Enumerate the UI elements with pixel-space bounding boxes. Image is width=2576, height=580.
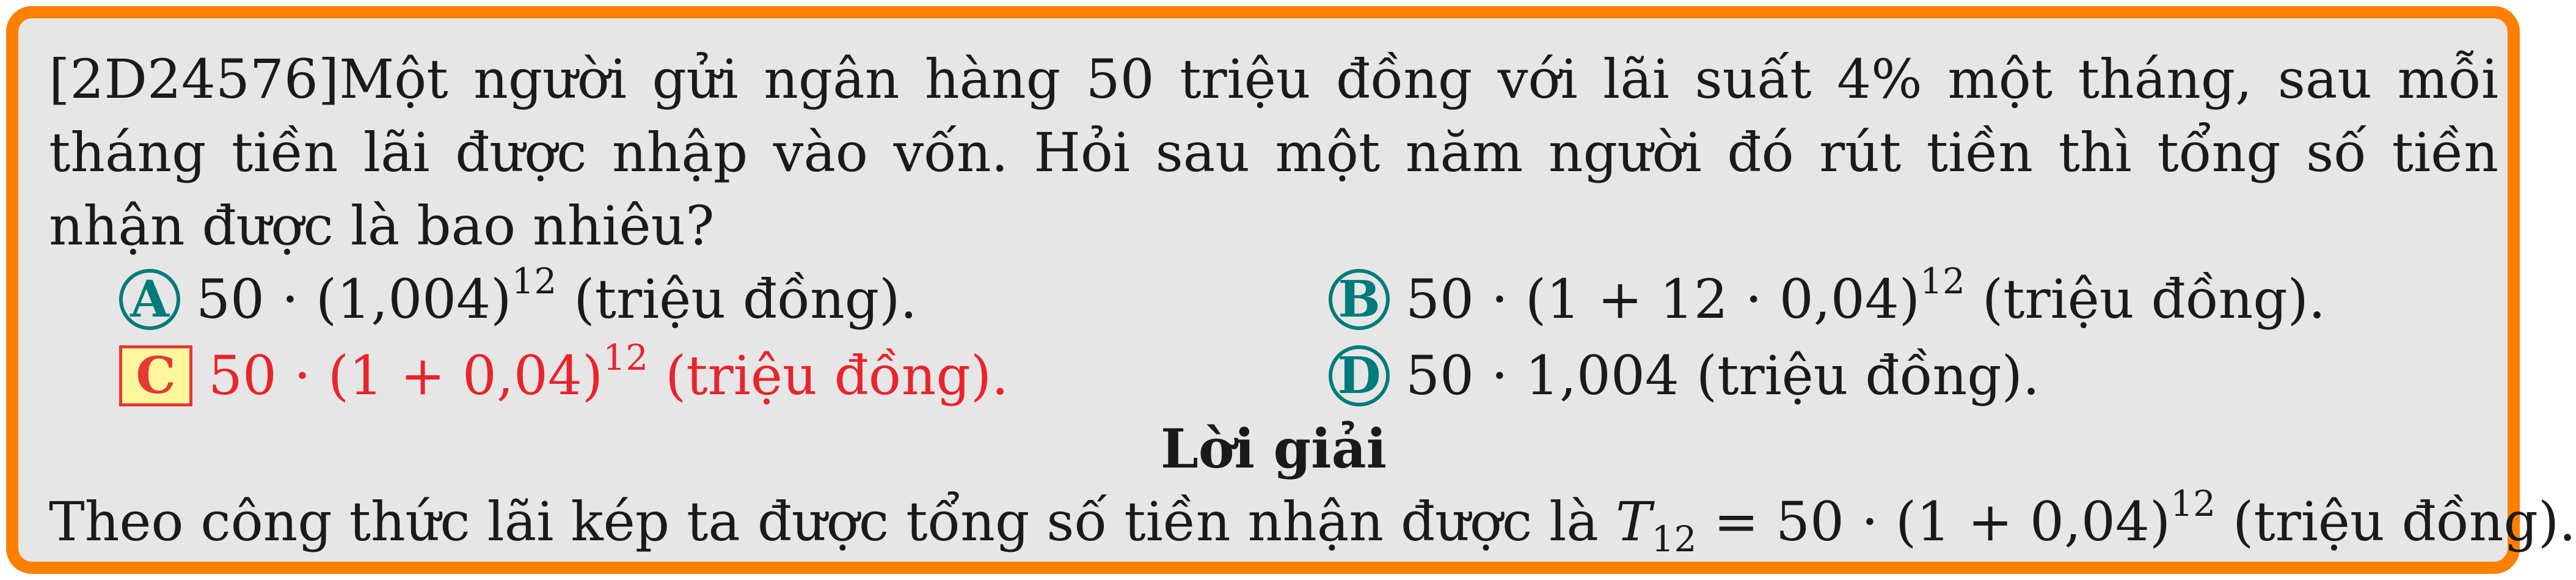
solution-text: Theo công thức lãi kép ta được tổng số tiền nhận được là $T_{12} = 50 \cdot (1 + 0,04)^{12}$ (triệu đồng). [49, 483, 2576, 560]
card-content [49, 43, 2576, 560]
question-body: Một người gửi ngân hàng 50 triệu đồng với lãi suất 4% một tháng, sau mỗi tháng tiền lãi được nhập vào vốn. Hỏi sau một năm người đó rút tiền thì tổng số tiền nhận được là bao nhiêu? [49, 48, 2498, 257]
solution-variable: T [1615, 490, 1652, 553]
options-list [49, 260, 2498, 416]
option-a-label: A [119, 269, 180, 330]
question-text [49, 43, 2498, 263]
option-b[interactable] [1329, 260, 2326, 336]
option-d[interactable] [1329, 339, 2040, 413]
question-card [6, 6, 2576, 574]
solution-title: Lời giải [1160, 417, 1387, 480]
question-id: [2D24576] [49, 48, 340, 111]
option-c[interactable] [119, 339, 1009, 413]
option-d-text: 50 · 1,004 (triệu đồng). [1406, 344, 2040, 407]
option-c-text: $50 \cdot (1 + 0,04)^{12}$ (triệu đồng). [208, 337, 1009, 407]
option-b-label: B [1329, 269, 1390, 330]
option-c-label: C [119, 345, 192, 406]
option-b-text: $50 \cdot (1 + 12 \cdot 0,04)^{12}$ (triệu đồng). [1406, 260, 2326, 331]
option-a-text: $50 \cdot (1,004)^{12}$ (triệu đồng). [196, 260, 918, 331]
option-d-label: D [1329, 345, 1390, 406]
option-a[interactable] [119, 260, 918, 336]
